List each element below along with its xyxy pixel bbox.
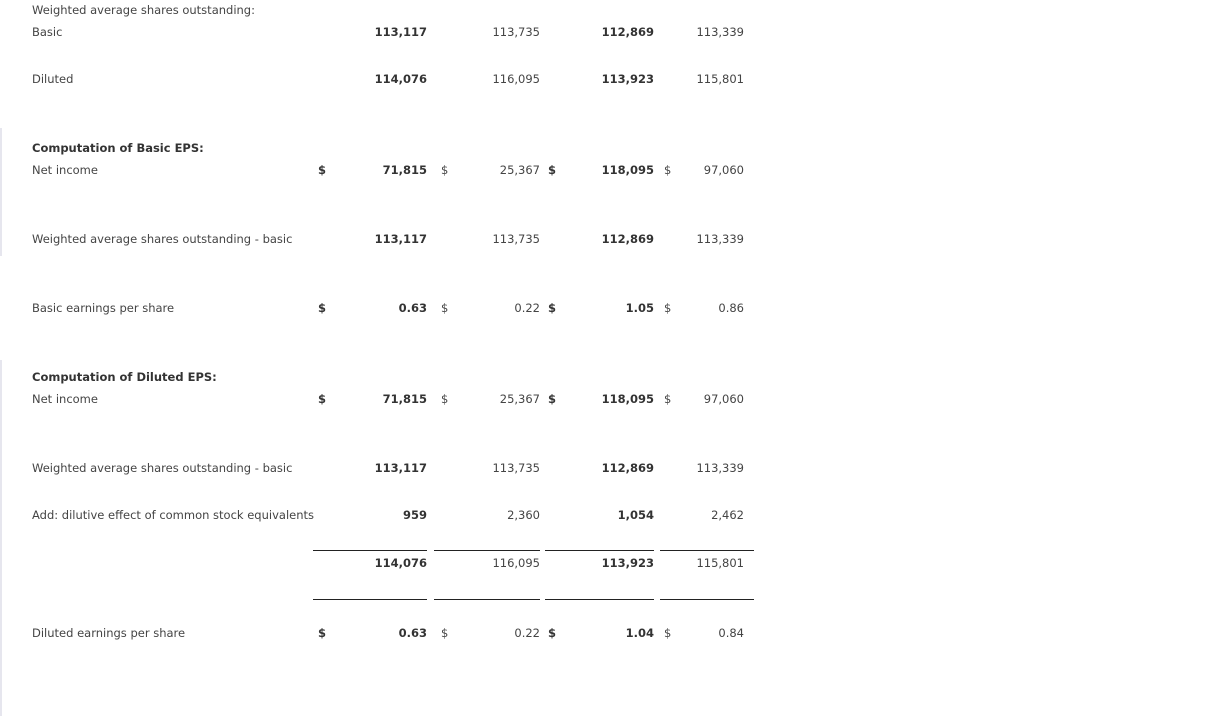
cell-value: 959: [402, 508, 427, 522]
cell-value: 0.22: [514, 301, 540, 315]
currency-symbol: $: [664, 301, 672, 315]
total-rule: [313, 599, 427, 600]
currency-symbol: $: [318, 626, 327, 640]
row-label-net-income: Net income: [32, 163, 98, 177]
currency-symbol: $: [664, 163, 672, 177]
cell-value-total: 116,095: [492, 556, 540, 570]
subtotal-rule: [434, 550, 540, 551]
cell-value: 113,735: [492, 25, 540, 39]
section-heading-basic-eps: Computation of Basic EPS:: [32, 141, 204, 155]
cell-value: 115,801: [696, 72, 744, 86]
total-rule: [660, 599, 754, 600]
currency-symbol: $: [441, 392, 449, 406]
cell-value: 0.63: [398, 626, 427, 640]
cell-value: 113,117: [374, 461, 427, 475]
row-label-diluted-eps: Diluted earnings per share: [32, 626, 186, 640]
cell-value: 113,735: [492, 232, 540, 246]
subtotal-rule: [545, 550, 654, 551]
currency-symbol: $: [548, 301, 557, 315]
currency-symbol: $: [441, 626, 449, 640]
subtotal-rule: [313, 550, 427, 551]
cell-value: 25,367: [499, 163, 540, 177]
section-heading-diluted-eps: Computation of Diluted EPS:: [32, 370, 217, 384]
left-border-accent: [0, 360, 2, 716]
row-label-net-income: Net income: [32, 392, 98, 406]
cell-value: 112,869: [601, 232, 654, 246]
currency-symbol: $: [441, 301, 449, 315]
currency-symbol: $: [318, 392, 327, 406]
cell-value: 113,117: [374, 25, 427, 39]
currency-symbol: $: [318, 301, 327, 315]
cell-value: 1,054: [617, 508, 654, 522]
cell-value: 0.63: [398, 301, 427, 315]
cell-value: 71,815: [382, 392, 427, 406]
cell-value: 116,095: [492, 72, 540, 86]
cell-value: 0.22: [514, 626, 540, 640]
currency-symbol: $: [548, 163, 557, 177]
cell-value: 97,060: [703, 163, 744, 177]
cell-value: 97,060: [703, 392, 744, 406]
cell-value: 0.84: [718, 626, 744, 640]
total-rule: [434, 599, 540, 600]
total-rule: [545, 599, 654, 600]
cell-value: 114,076: [374, 72, 427, 86]
currency-symbol: $: [441, 163, 449, 177]
cell-value: 118,095: [601, 392, 654, 406]
cell-value: 71,815: [382, 163, 427, 177]
cell-value: 112,869: [601, 461, 654, 475]
cell-value: 113,339: [696, 461, 744, 475]
row-label-wavg-basic: Weighted average shares outstanding - basic: [32, 461, 293, 475]
cell-value: 113,339: [696, 232, 744, 246]
row-label-wavg-basic: Weighted average shares outstanding - basic: [32, 232, 293, 246]
cell-value: 113,923: [601, 72, 654, 86]
cell-value: 0.86: [718, 301, 744, 315]
row-label-dilutive-effect: Add: dilutive effect of common stock equivalents: [32, 508, 315, 522]
currency-symbol: $: [548, 392, 557, 406]
cell-value-total: 115,801: [696, 556, 744, 570]
currency-symbol: $: [664, 392, 672, 406]
subtotal-rule: [660, 550, 754, 551]
row-label-basic-eps: Basic earnings per share: [32, 301, 175, 315]
currency-symbol: $: [318, 163, 327, 177]
cell-value: 112,869: [601, 25, 654, 39]
cell-value: 25,367: [499, 392, 540, 406]
cell-value-total: 114,076: [374, 556, 427, 570]
cell-value-total: 113,923: [601, 556, 654, 570]
cell-value: 2,462: [711, 508, 744, 522]
cell-value: 113,117: [374, 232, 427, 246]
cell-value: 2,360: [507, 508, 540, 522]
cell-value: 1.05: [625, 301, 654, 315]
cell-value: 113,339: [696, 25, 744, 39]
section-heading: Weighted average shares outstanding:: [32, 3, 255, 17]
currency-symbol: $: [548, 626, 557, 640]
cell-value: 113,735: [492, 461, 540, 475]
row-label-diluted: Diluted: [32, 72, 74, 86]
cell-value: 1.04: [625, 626, 654, 640]
cell-value: 118,095: [601, 163, 654, 177]
left-border-accent: [0, 128, 2, 256]
row-label-basic: Basic: [32, 25, 63, 39]
currency-symbol: $: [664, 626, 672, 640]
